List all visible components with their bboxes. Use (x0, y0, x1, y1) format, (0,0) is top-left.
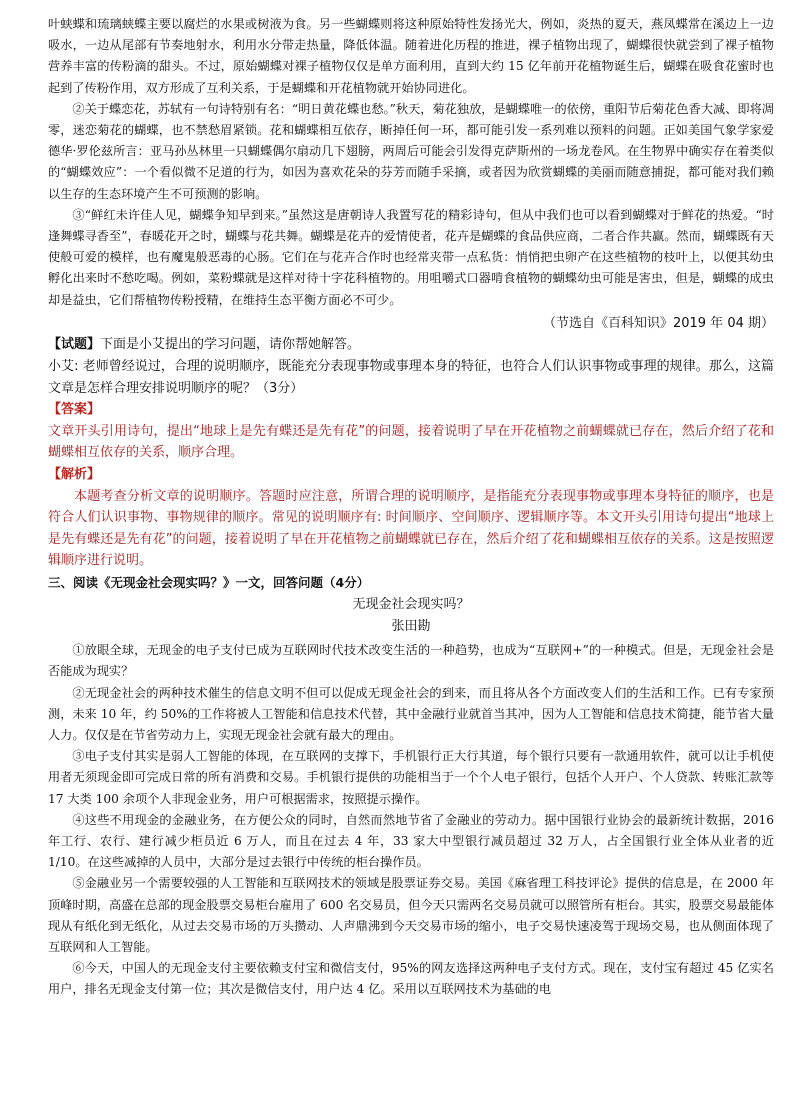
answer-block (48, 399, 774, 464)
answer-label: 【答案】 (48, 402, 101, 418)
analysis-block (48, 464, 774, 572)
passage-paragraph: ③“鲜红未许佳人见，蝴蝶争知早到来。”虽然这是唐朝诗人我置写花的精彩诗句，但从中我们也可以看到蝴蝶对于鲜花的热爱。“时逢舞蝶寻香至”，春暖花开之时，蝴蝶与花共舞。蝴蝶是花卉的爱情使者，花卉是蝴蝶的食品供应商，二者合作共赢。然而，蝴蝶既有天使般可爱的模样，也有魔鬼般恶毒的心肠。它们在与花卉合作时也经常夹带一点私货：悄悄把虫卵产在这些植物的枝叶上，以便其幼虫孵化出来时不愁吃喝。例如，菜粉蝶就是这样对待十字花科植物的。用咀嚼式口器啃食植物的蝴蝶幼虫可能是害虫，但是，蝴蝶的成虫却是益虫，它们帮植物传粉授精，在维持生态平衡方面必不可少。 (48, 207, 774, 307)
document-page (48, 14, 774, 1001)
answer-text: 文章开头引用诗句，提出“地球上是先有蝶还是先有花”的问题，接着说明了早在开花植物之前蝴蝶就已存在，然后介绍了花和蝴蝶相互依存的关系，顺序合理。 (48, 423, 774, 461)
question-prompt: 下面是小艾提出的学习问题，请你帮她解答。 (100, 337, 361, 353)
question-body: 小艾: 老师曾经说过，合理的说明顺序，既能充分表现事物或事理本身的特征，也符合人们认识事物或事理的规律。那么，这篇文章是怎样合理安排说明顺序的呢？（3分） (48, 359, 774, 396)
passage-butterfly (48, 14, 774, 334)
passage-paragraph: 叶蛱蝶和琉璃蛱蝶主要以腐烂的水果或树液为食。另一些蝴蝶则将这种原始特性发扬光大，例如，炎热的夏天，燕凤蝶常在溪边上一边吸水，一边从尾部有节奏地射水，利用水分带走热量，降低体温。随着进化历程的推进，裸子植物出现了，蝴蝶很快就尝到了裸子植物营养丰富的传粉滴的甜头。不过，原始蝴蝶对裸子植物仅仅是单方面利用，直到大约 15 亿年前开花植物诞生后，蝴蝶在吸食花蜜时也起到了传粉作用，双方形成了互利关系，于是蝴蝶和开花植物就开始协同进化。 (48, 17, 774, 95)
article-paragraph: ③电子支付其实是弱人工智能的体现，在互联网的支撑下，手机银行正大行其道，每个银行只要有一款通用软件，就可以让手机使用者无须现金即可完成日常的所有消费和交易。手机银行提供的功能相当于一个个人电子银行，包括个人开户、个人贷款、转账汇款等 17 大类 100 余项个人非现金业务，用户可根据需求，按照提示操作。 (48, 749, 774, 806)
question-block (48, 334, 774, 399)
passage-paragraph: ②关于蝶恋花，苏轼有一句诗特别有名：“明日黄花蝶也愁。”秋天，菊花独放，是蝴蝶唯一的依傍，重阳节后菊花色香大减、即将凋零，迷恋菊花的蝴蝶，也不禁愁眉紧锁。花和蝴蝶相互依存，断掉任何一环，都可能引发一系列难以预料的问题。正如美国气象学家爱德华·罗伦兹所言：亚马孙丛林里一只蝴蝶偶尔扇动几下翅膀，两周后可能会引发得克萨斯州的一场龙卷风。在生物界中确实存在着类似的“蝴蝶效应”：一个看似微不足道的行为，如因为喜欢花朵的芬芳而随手采摘，或者因为欣赏蝴蝶的美丽而随意捕捉，都可能对我们赖以生存的生态环境产生不可预测的影响。 (48, 101, 774, 201)
question-line (48, 334, 774, 356)
article-paragraph: ⑥今天，中国人的无现金支付主要依赖支付宝和微信支付，95%的网友选择这两种电子支付方式。现在，支付宝有超过 45 亿实名用户，排名无现金支付第一位；其次是微信支付，用户达 4 亿。采用以互联网技术为基础的电 (48, 961, 774, 997)
section-heading: 三、阅读《无现金社会现实吗？》一文，回答问题（4分） (48, 574, 370, 590)
analysis-text: 本题考查分析文章的说明顺序。答题时应注意，所谓合理的说明顺序，是指能充分表现事物或事理本身特征的顺序，也是符合人们认识事物、事物规律的顺序。常见的说明顺序有: 时间顺序、空间顺序、逻辑顺序等。本文开头引用诗句提出“地球上是先有蝶还是先有花”的问题，接着说明了早在开花植物之前蝴蝶就已存在，然后介绍了花和蝴蝶相互依存的关系。这是按照逻辑顺序进行说明。 (48, 488, 774, 569)
analysis-label: 【解析】 (48, 467, 101, 482)
article-author: 张田勘 (391, 618, 431, 634)
section-three (48, 572, 774, 1001)
article-paragraph: ②无现金社会的两种技术催生的信息文明不但可以促成无现金社会的到来，而且将从各个方面改变人们的生活和工作。已有专家预测，未来 10 年，约 50%的工作将被人工智能和信息技术代替，其中金融行业就首当其冲，因为人工智能和信息技术简捷，能节省大量人力。仅仅是在节省劳动力上，实现无现金社会就有最大的理由。 (48, 685, 774, 742)
passage-source: （节选自《百科知识》2019 年 04 期） (542, 315, 774, 331)
question-label: 【试题】 (48, 337, 101, 353)
article-paragraph: ⑤金融业另一个需要较强的人工智能和互联网技术的领域是股票证券交易。美国《麻省理工科技评论》提供的信息是，在 2000 年顶峰时期，高盛在总部的现金股票交易柜台雇用了 600 名交易员，但今天只需两名交易员就可以照管所有柜台。其实，股票交易最能体现从有纸化到无纸化，从过去交易市场的万头攒动、人声鼎沸到今天交易市场的缩小，电子交易快速凌驾于现场交易，也从侧面体现了互联网和人工智能。 (48, 876, 774, 954)
article-paragraph: ①放眼全球，无现金的电子支付已成为互联网时代技术改变生活的一种趋势，也成为“互联网+”的一种模式。但是，无现金社会是否能成为现实？ (48, 643, 774, 679)
article-paragraph: ④这些不用现金的金融业务，在方便公众的同时，自然而然地节省了金融业的劳动力。据中国银行业协会的最新统计数据，2016 年工行、农行、建行减少柜员近 6 万人，而且在过去 4 年，33 家大中型银行减员超过 32 万人，占全国银行业全体从业者的近 1/10。在这些减掉的人员中，大部分是过去银行中传统的柜台操作员。 (48, 812, 774, 870)
article-title: 无现金社会现实吗？ (352, 596, 470, 612)
